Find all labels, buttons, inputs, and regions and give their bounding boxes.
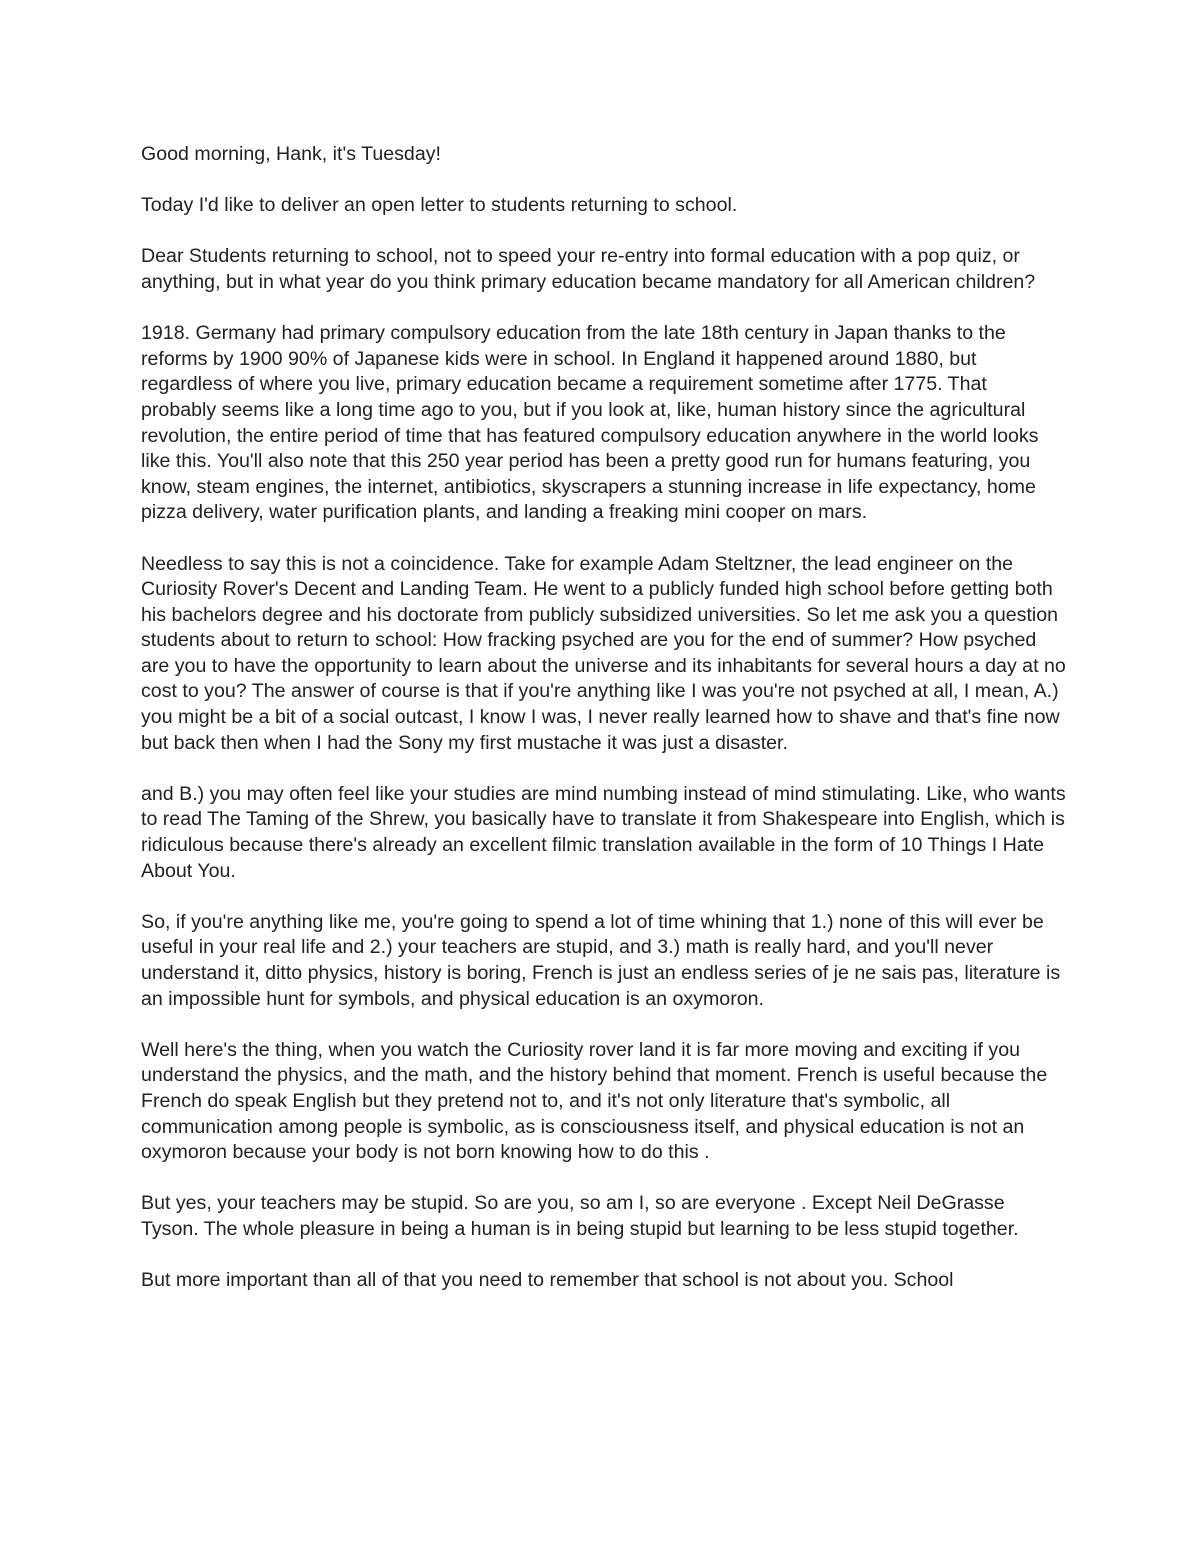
paragraph-whining: So, if you're anything like me, you're going to spend a lot of time whining that 1.) none of this will ever be useful in your real life and 2.) your teachers are stupid, and 3.) math is really hard, and you'll never understand it, ditto physics, history is boring, French is just an endless series of je ne sais pas, literature is an impossible hunt for symbols, and physical education is an oxymoron. — [141, 910, 1061, 1010]
paragraph-steltzner: Needless to say this is not a coincidence. Take for example Adam Steltzner, the lead engineer on the Curiosity Rover's Decent and Landing Team. He went to a publicly funded high school before getting both his bachelors degree and his doctorate from publicly subsidized universities. So let me ask you a question students about to return to school: How fracking psyched are you for the end of summer? How psyched are you to have the opportunity to learn about the universe and its inhabitants for several hours a day at no cost to you? The answer of course is that if you're anything like I was you're not psyched at all, I mean, A.) you might be a bit of a social outcast, I know I was, I never really learned how to shave and that's fine now but back then when I had the Sony my first mustache it was just a disaster. — [141, 552, 1066, 754]
paragraph-stupid: But yes, your teachers may be stupid. So are you, so am I, so are everyone . Except Neil DeGrasse Tyson. The whole pleasure in being a human is in being stupid but learning to be less stupid together. — [141, 1192, 1019, 1240]
paragraph-studies: and B.) you may often feel like your studies are mind numbing instead of mind stimulating. Like, who wants to read The Taming of the Shrew, you basically have to translate it from Shakespeare into English, which is ridiculous because there's already an excellent filmic translation available in the form of 10 Things I Hate About You. — [141, 782, 1066, 882]
paragraph-intro: Today I'd like to deliver an open letter to students returning to school. — [141, 194, 738, 217]
paragraph-dear-students: Dear Students returning to school, not to speed your re-entry into formal education with a pop quiz, or anything, but in what year do you think primary education became mandatory for all American children? — [141, 245, 1036, 293]
paragraph-history: 1918. Germany had primary compulsory education from the late 18th century in Japan thanks to the reforms by 1900 90% of Japanese kids were in school. In England it happened around 1880, but regardless of where you live, primary education became a requirement sometime after 1775. That probably seems like a long time ago to you, but if you look at, like, human history since the agricultural revolution, the entire period of time that has featured compulsory education anywhere in the world looks like this. You'll also note that this 250 year period has been a pretty good run for humans featuring, you know, steam engines, the internet, antibiotics, skyscrapers a stunning increase in life expectancy, home pizza delivery, water purification plants, and landing a freaking mini cooper on mars. — [141, 322, 1039, 524]
paragraph-greeting: Good morning, Hank, it's Tuesday! — [141, 143, 441, 165]
paragraph-school: But more important than all of that you need to remember that school is not about you. School — [141, 1269, 954, 1292]
paragraph-curiosity: Well here's the thing, when you watch the Curiosity rover land it is far more moving and exciting if you understand the physics, and the math, and the history behind that moment. French is useful because the French do speak English but they pretend not to, and it's not only literature that's symbolic, all communication among people is symbolic, as is consciousness itself, and physical education is not an oxymoron because your body is not born knowing how to do this . — [141, 1038, 1048, 1164]
document-body — [141, 142, 1066, 1319]
